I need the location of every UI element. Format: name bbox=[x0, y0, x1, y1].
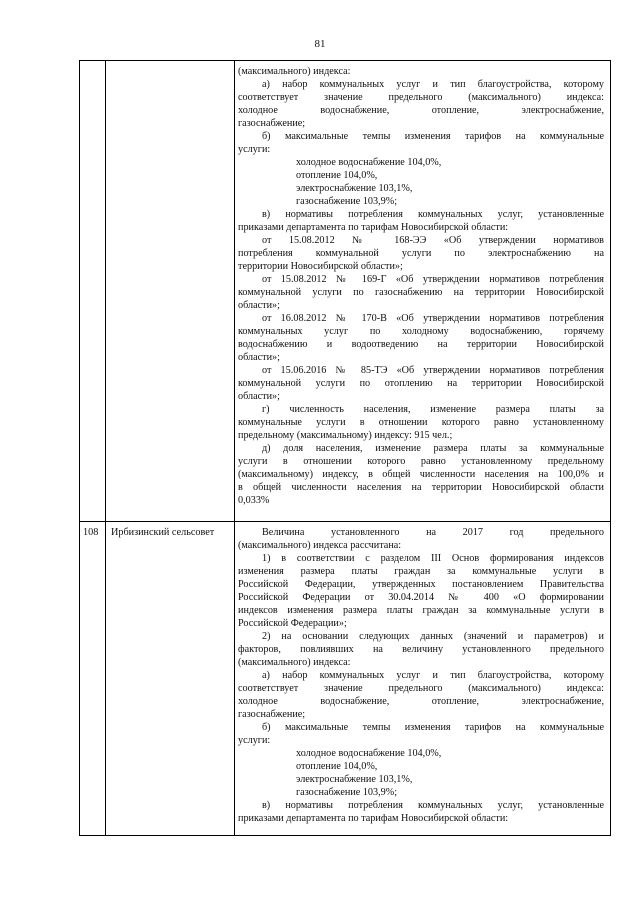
text-line: от 15.06.2016 № 85-ТЭ «Об утверждении нормативов потребления bbox=[262, 365, 604, 376]
municipality-name: Ирбизинский сельсовет bbox=[111, 527, 215, 538]
paragraph-lines bbox=[238, 65, 604, 507]
text-line: услуги в отношении которого равно установленному предельному bbox=[238, 456, 604, 467]
text-line: Величина установленного на 2017 год предельного bbox=[262, 527, 604, 538]
data-table bbox=[79, 60, 611, 836]
column-divider bbox=[105, 61, 106, 835]
text-line: индексов изменения размера платы граждан за коммунальные услуги в bbox=[238, 605, 604, 616]
text-line: отопление 104,0%, bbox=[296, 761, 378, 772]
text-line: а) набор коммунальных услуг и тип благоустройства, которому bbox=[262, 670, 604, 681]
text-line: коммунальные услуги в отношении которого равно установленному bbox=[238, 417, 604, 428]
text-line: (максимального) индекса рассчитана: bbox=[238, 540, 402, 551]
text-line: приказами департамента по тарифам Новосибирской области: bbox=[238, 813, 509, 824]
text-line: электроснабжение 103,1%, bbox=[296, 774, 413, 785]
text-line: газоснабжение; bbox=[238, 709, 306, 720]
text-line: а) набор коммунальных услуг и тип благоустройства, которому bbox=[262, 79, 604, 90]
text-line: Российской Федерации, утвержденных постановлением Правительства bbox=[238, 579, 604, 590]
text-line: изменения размера платы граждан за коммунальные услуги в bbox=[238, 566, 604, 577]
text-line: газоснабжение 103,9%; bbox=[296, 787, 398, 798]
text-line: от 16.08.2012 № 170-В «Об утверждении нормативов потребления bbox=[262, 313, 604, 324]
text-line: Российской Федерации от 30.04.2014 № 400 «О формировании bbox=[238, 592, 604, 603]
row-divider bbox=[80, 521, 610, 522]
text-line: водоснабжению и водоотведению на территории Новосибирской bbox=[238, 339, 604, 350]
row-108-content bbox=[238, 526, 604, 825]
text-line: отопление 104,0%, bbox=[296, 170, 378, 181]
text-line: холодное водоснабжение, отопление, электроснабжение, bbox=[238, 105, 604, 116]
text-line: потребления коммунальной услуги по электроснабжению на bbox=[238, 248, 604, 259]
text-line: г) численность населения, изменение размера платы за bbox=[262, 404, 604, 415]
text-line: в) нормативы потребления коммунальных услуг, установленные bbox=[262, 800, 604, 811]
text-line: услуги: bbox=[238, 144, 271, 155]
text-line: электроснабжение 103,1%, bbox=[296, 183, 413, 194]
text-line: 2) на основании следующих данных (значений и параметров) и bbox=[262, 631, 604, 642]
column-divider bbox=[234, 61, 235, 835]
text-line: (максимального) индекса: bbox=[238, 657, 351, 668]
text-line: коммунальной услуги по газоснабжению на территории Новосибирской bbox=[238, 287, 604, 298]
text-line: от 15.08.2012 № 169-Г «Об утверждении нормативов потребления bbox=[262, 274, 604, 285]
text-line: в) нормативы потребления коммунальных услуг, установленные bbox=[262, 209, 604, 220]
row-continuation-content bbox=[238, 65, 604, 507]
text-line: факторов, повлиявших на величину установленного предельного bbox=[238, 644, 604, 655]
text-line: Российской Федерации»; bbox=[238, 618, 347, 629]
text-line: холодное водоснабжение 104,0%, bbox=[296, 748, 442, 759]
text-line: области»; bbox=[238, 391, 280, 402]
text-line: 1) в соответствии с разделом III Основ формирования индексов bbox=[262, 553, 604, 564]
text-line: (максимальному) индексу, в общей численности населения на 100,0% и bbox=[238, 469, 604, 480]
text-line: д) доля населения, изменение размера платы за коммунальные bbox=[262, 443, 604, 454]
text-line: газоснабжение; bbox=[238, 118, 306, 129]
paragraph-lines bbox=[238, 526, 604, 825]
text-line: области»; bbox=[238, 352, 280, 363]
text-line: соответствует значение предельного (максимального) индекса: bbox=[238, 92, 604, 103]
text-line: 0,033% bbox=[238, 495, 270, 506]
text-line: газоснабжение 103,9%; bbox=[296, 196, 398, 207]
page-number: 81 bbox=[314, 38, 326, 50]
text-line: предельному (максимальному) индексу: 915 чел.; bbox=[238, 430, 453, 441]
text-line: холодное водоснабжение, отопление, электроснабжение, bbox=[238, 696, 604, 707]
row-number: 108 bbox=[83, 527, 99, 538]
text-line: от 15.08.2012 № 168-ЭЭ «Об утверждении нормативов bbox=[262, 235, 604, 246]
text-line: б) максимальные темпы изменения тарифов на коммунальные bbox=[262, 131, 604, 142]
text-line: б) максимальные темпы изменения тарифов на коммунальные bbox=[262, 722, 604, 733]
text-line: коммунальной услуги по отоплению на территории Новосибирской bbox=[238, 378, 604, 389]
text-line: области»; bbox=[238, 300, 280, 311]
text-line: в общей численности населения на территории Новосибирской области bbox=[238, 482, 604, 493]
text-line: коммунальных услуг по холодному водоснабжению, горячему bbox=[238, 326, 604, 337]
text-line: соответствует значение предельного (максимального) индекса: bbox=[238, 683, 604, 694]
text-line: территории Новосибирской области»; bbox=[238, 261, 403, 272]
text-line: услуги: bbox=[238, 735, 271, 746]
text-line: холодное водоснабжение 104,0%, bbox=[296, 157, 442, 168]
text-line: приказами департамента по тарифам Новосибирской области: bbox=[238, 222, 509, 233]
text-line: (максимального) индекса: bbox=[238, 66, 351, 77]
